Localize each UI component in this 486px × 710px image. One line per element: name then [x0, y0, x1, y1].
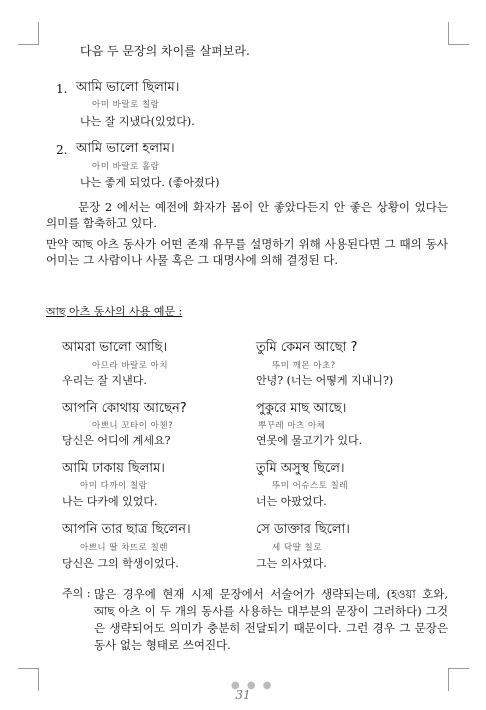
usage-example-pronunciation: 아므라 바랄로 아치 — [92, 361, 169, 371]
usage-example-pronunciation: 아미 다까이 칠람 — [80, 481, 148, 491]
usage-example-pronunciation: 아쁘니 꼬타이 아첸? — [92, 421, 174, 431]
intro-text: 다음 두 문장의 차이를 살펴보라. — [80, 44, 250, 58]
usage-heading: আছ 아츠 동사의 사용 예문 : — [46, 305, 183, 318]
page-number: 31 — [235, 688, 251, 702]
usage-example-bengali: সে ডাক্তার ছিলো। — [256, 522, 350, 537]
example2-bengali: আমি ভালো হলাম। — [76, 141, 175, 156]
usage-example-pronunciation: 뚜미 깨몬 아초? — [272, 361, 336, 371]
usage-example-pronunciation: 뚜미 어슈스토 칠레 — [272, 481, 349, 491]
usage-example-korean: 당신은 어디에 계세요? — [62, 434, 171, 447]
usage-example-korean: 그는 의사였다. — [256, 557, 327, 570]
page-dots: ● ● ● — [231, 680, 274, 691]
note-label: 주의 : — [62, 587, 91, 600]
usage-example-korean: 우리는 잘 지낸다. — [62, 374, 147, 387]
example1-bengali: আমি ভালো ছিলাম। — [76, 80, 180, 95]
usage-example-korean: 나는 다카에 있었다. — [62, 495, 158, 508]
usage-example-bengali: আমরা ভালো আছি। — [62, 340, 168, 355]
usage-example-pronunciation: 세 닥땰 칠로 — [272, 543, 322, 553]
usage-example-bengali: আমি ঢাকায় ছিলাম। — [62, 461, 165, 476]
example1-number: 1. — [56, 82, 68, 96]
crop-mark-top-left — [18, 22, 39, 45]
usage-example-bengali: তুমি অসুস্থ ছিলে। — [256, 461, 345, 476]
usage-example-bengali: আপনি তার ছাত্র ছিলেন। — [62, 522, 191, 537]
usage-example-bengali: তুমি কেমন আছো ? — [256, 340, 358, 355]
example2-pronunciation: 아미 바랄로 홀람 — [92, 162, 160, 172]
usage-example-bengali: পুকুরে মাছ আছে। — [256, 401, 347, 416]
usage-example-korean: 너는 아팠었다. — [256, 495, 327, 508]
example1-pronunciation: 아미 바랄로 칠람 — [92, 100, 160, 110]
usage-example-korean: 연못에 물고기가 있다. — [256, 434, 363, 447]
crop-mark-top-right — [448, 22, 469, 45]
paragraph-1: 문장 2 에서는 예전에 화자가 몸이 안 좋았다든지 안 좋은 상황이 었다는 의미를 함축하고 있다. — [46, 200, 448, 230]
paragraph-2: 만약 আছ 아츠 동사가 어떤 존재 유무를 설명하기 위해 사용된다면 그 때의 동사 어미는 그 사람이나 사물 혹은 그 대명사에 의해 결정된 다. — [46, 237, 448, 267]
example1-korean: 나는 잘 지냈다(있었다). — [80, 115, 195, 128]
usage-example-korean: 안녕? (너는 어떻게 지내니?) — [256, 374, 394, 387]
usage-example-bengali: আপনি কোথায় আছেন? — [62, 401, 187, 416]
example2-korean: 나는 좋게 되었다. (좋아졌다) — [80, 176, 220, 189]
usage-example-korean: 당신은 그의 학생이었다. — [62, 557, 179, 570]
note-text: 많은 경우에 현재 시제 문장에서 서술어가 생략되는데, (হওয়া 호와, আছ 아츠 이 두 개의 동사를 사용하는 대부분의 문장이 그러하다) 그것은 생략되어도 의미가 충분히 전달되기 때문이다. 그런 경우 그 문장은 동사 없는 형태로 쓰여진다. — [94, 587, 448, 652]
usage-example-pronunciation: 아쁘니 딸 차뜨로 칠렌 — [80, 543, 169, 553]
usage-example-pronunciation: 뿌꾸레 마츠 아체 — [258, 421, 326, 431]
example2-number: 2. — [56, 143, 68, 157]
